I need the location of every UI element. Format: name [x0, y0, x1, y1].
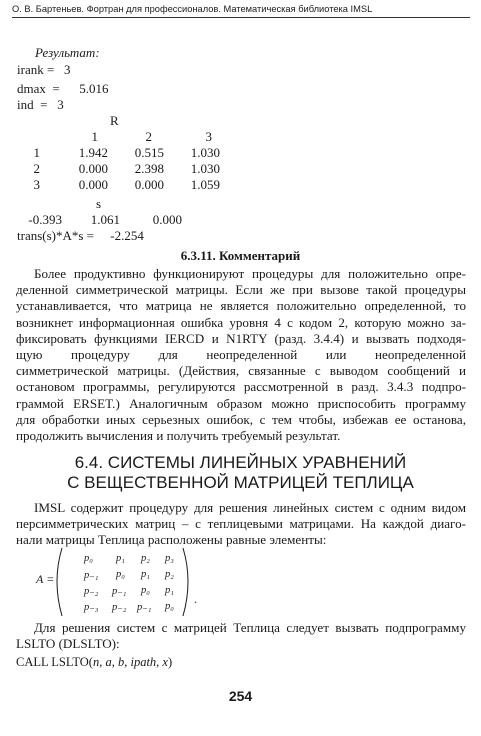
text-line: Для решения систем с матрицей Теплица следует вызвать подпрограмму — [34, 620, 466, 635]
matrix-entry: p₂ — [165, 569, 174, 580]
matrix-entry: p₋₂ — [112, 602, 127, 613]
running-header: О. В. Бартеньев. Фортран для профессионалов. Математическая библиотека IMSL — [12, 4, 470, 18]
matrix-r-title: R — [110, 113, 119, 128]
matrix-entry: p₀ — [84, 553, 93, 564]
matrix-entry: p₋₃ — [84, 602, 99, 613]
call-args: n, a, b, ipath, x — [92, 655, 168, 669]
r-cell: 1.030 — [190, 161, 220, 176]
s-value: -0.393 — [28, 212, 62, 227]
call-statement — [16, 655, 172, 670]
r-cell: 1.059 — [190, 177, 220, 192]
r-col-header: 3 — [205, 129, 212, 144]
call-suffix: ) — [167, 655, 173, 669]
matrix-entry: p₂ — [141, 553, 150, 564]
matrix-entry: p₋₁ — [137, 602, 152, 613]
matrix-entry: p₁ — [116, 553, 125, 564]
matrix-entry: p₀ — [141, 585, 150, 596]
s-value: 1.061 — [90, 212, 120, 227]
r-row-index: 2 — [33, 161, 40, 176]
text-line: LSLTO (DLSLTO): — [16, 636, 120, 652]
r-cell: 1.030 — [190, 145, 220, 160]
output-line-irank: irank = 3 — [17, 62, 71, 77]
output-line-ind: ind = 3 — [17, 97, 64, 112]
text-line: персимметрических матриц – с теплицевыми матрицами. На каждой диаго- — [16, 516, 466, 532]
matrix-end-period: . — [194, 592, 197, 606]
text-line: возникнет информационная ошибка уровня 4 с кодом 2, которую можно за- — [16, 314, 466, 330]
text-line: деленной симметрической матрицы. Если же при вызове такой процедуры — [16, 282, 466, 298]
matrix-entry: p₁ — [141, 569, 150, 580]
matrix-entry: p₋₁ — [84, 570, 99, 581]
output-line-dmax: dmax = 5.016 — [17, 81, 109, 96]
page-number: 254 — [228, 688, 253, 704]
r-row-index: 1 — [33, 145, 40, 160]
section-heading-line1: 6.4. СИСТЕМЫ ЛИНЕЙНЫХ УРАВНЕНИЙ — [74, 453, 407, 472]
matrix-entry: p₀ — [116, 569, 125, 580]
text-line: симметрической матрицы. (Действия, связанные с выводом сообщений и — [16, 363, 466, 379]
text-line: граммой ERSET.) Аналогичным образом можно приспособить программу — [16, 395, 466, 411]
s-value: 0.000 — [152, 212, 182, 227]
r-cell: 2.398 — [134, 161, 164, 176]
matrix-entry: p₋₂ — [84, 586, 99, 597]
trans-line: trans(s)*A*s = -2.254 — [17, 228, 144, 243]
text-line: устанавливается, что матрица не является положительно определенной, то — [16, 298, 466, 314]
text-line: для обработки иных серьезных ошибок, с тем чтобы, избежав ее останова, — [16, 411, 466, 427]
matrix-entry: p₋₁ — [112, 586, 127, 597]
subsection-heading: 6.3.11. Комментарий — [180, 248, 301, 263]
text-line: Более продуктивно функционируют процедуры для положительно опре- — [34, 266, 466, 281]
after-matrix-paragraph — [16, 620, 466, 652]
r-cell: 0.000 — [78, 161, 108, 176]
matrix-entry: p₃ — [165, 553, 174, 564]
r-cell: 0.000 — [78, 177, 108, 192]
r-cell: 1.942 — [78, 145, 108, 160]
section-heading-line2: С ВЕЩЕСТВЕННОЙ МАТРИЦЕЙ ТЕПЛИЦА — [67, 473, 414, 492]
matrix-label: A = — [36, 572, 55, 586]
text-line: щую процедуру для неопределенной или неопределенной — [16, 346, 466, 362]
call-prefix: CALL LSLTO( — [16, 655, 93, 669]
text-line: фиксировать функциями IERCD и N1RTY (разд. 3.4.4) и вызвать подходя- — [16, 330, 466, 346]
text-line: IMSL содержит процедуру для решения линейных систем с одним видом — [34, 500, 466, 515]
r-cell: 0.515 — [134, 145, 164, 160]
text-line: нали матрицы Теплица расположены равные элементы: — [16, 532, 327, 548]
r-col-header: 1 — [91, 129, 98, 144]
result-label: Результат: — [35, 45, 100, 60]
matrix-entry: p₀ — [165, 601, 174, 612]
vector-s-title: s — [96, 196, 102, 211]
text-line: продолжить вычисления и получить требуемый результат. — [16, 427, 341, 443]
r-row-index: 3 — [33, 177, 40, 192]
r-cell: 0.000 — [134, 177, 164, 192]
text-line: остановом программы, регулируются рассмотренной в разд. 3.4.3 подпро- — [16, 379, 466, 395]
matrix-entry: p₁ — [165, 585, 174, 596]
r-col-header: 2 — [145, 129, 152, 144]
